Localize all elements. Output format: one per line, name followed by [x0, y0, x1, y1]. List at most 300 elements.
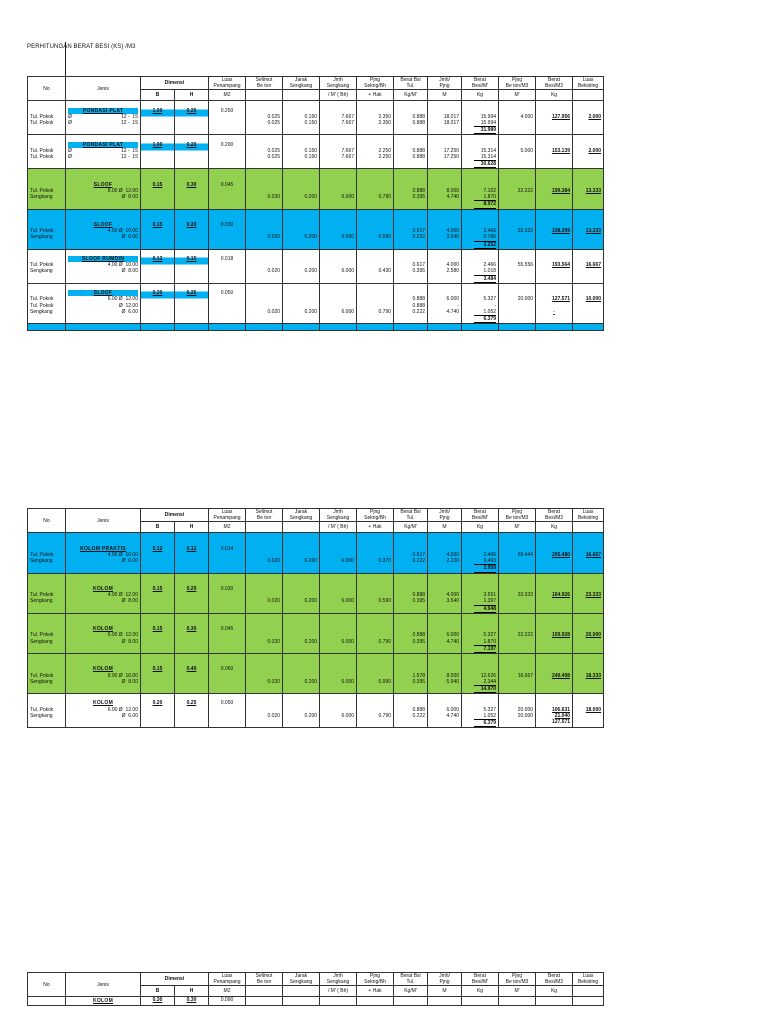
rebar-spec: 4.00 Ø 10.00: [107, 228, 138, 235]
jenis-cell: [66, 283, 141, 323]
header-jmh-line: Jmh: [333, 509, 343, 515]
header-pjng-beton-line: Pjng: [512, 509, 523, 515]
cell: [462, 654, 499, 694]
cell: [357, 613, 394, 653]
header-berat-m-line: Besi/M': [471, 83, 489, 90]
cell: [246, 324, 283, 331]
cell-line: Sengkang: [30, 678, 53, 685]
header-unit: [573, 986, 604, 997]
header-luas-line: Penampang: [213, 515, 241, 522]
cell-line: [430, 160, 459, 166]
section-title: SLOOF RUMDIN: [68, 256, 138, 262]
header-jmh-pjng-line: Pjng: [439, 979, 450, 986]
cell-line: [430, 564, 459, 570]
cell: [357, 249, 394, 283]
table-kolom: [27, 508, 604, 728]
header-dimensi: Dimensi: [141, 77, 209, 90]
header-unit: M: [428, 522, 462, 533]
cell: [320, 694, 357, 728]
cell: [209, 249, 246, 283]
header-unit: Kg: [462, 986, 499, 997]
cell-line: 6.000: [341, 558, 355, 565]
cell: [357, 209, 394, 249]
header-berat-m3-line: Berat: [548, 973, 560, 979]
header-pjng-beton: [499, 973, 536, 986]
header-jarak: [283, 973, 320, 986]
cell-line: [396, 645, 425, 651]
header-berat-m3-line: Besi/M3: [544, 515, 564, 522]
cell-line: [322, 685, 354, 691]
cell-line: [248, 564, 280, 570]
cell-line: [248, 645, 280, 651]
cell-line: [30, 275, 63, 281]
cell: [499, 573, 536, 613]
cell: [428, 694, 462, 728]
cell-line: [30, 315, 63, 321]
cell-line: 0.060: [220, 666, 234, 673]
cell: [320, 135, 357, 169]
header-dimensi: Dimensi: [141, 973, 209, 986]
cell-line: 7.667: [341, 113, 355, 120]
header-selimut-line: Be ton: [256, 83, 272, 90]
cell-line: 15.314: [480, 147, 497, 154]
cell: [209, 997, 246, 1005]
header-berat-besi: [394, 973, 428, 986]
cell: [462, 169, 499, 209]
cell-line: Tul. Pokok: [30, 147, 54, 154]
cell: [175, 654, 209, 694]
header-jarak: [283, 509, 320, 522]
cell-line: 193.564: [551, 262, 571, 269]
cell: [357, 101, 394, 135]
cell-line: 8.000: [446, 672, 460, 679]
cell-line: 2.466: [483, 228, 497, 235]
rebar-spec: Ø 6.00: [121, 308, 138, 315]
cell-line: [322, 126, 354, 132]
rebar-spec: Ø 12 - 15: [68, 147, 138, 154]
cell-line: 0.045: [220, 181, 234, 188]
cell-line: 0.888: [412, 296, 426, 303]
cell: [28, 169, 66, 209]
cell: [394, 654, 428, 694]
cell-line: 6.000: [341, 234, 355, 241]
header-h: H: [175, 986, 209, 997]
cell-line: 0.888: [412, 154, 426, 161]
cell-line: 5.327: [483, 296, 497, 303]
cell-line: 18.017: [443, 113, 460, 120]
cell-line: 0.150: [304, 154, 318, 161]
cell-line: 153.139: [551, 147, 571, 154]
cell-line: Tul. Pokok: [30, 302, 54, 309]
cell: [499, 613, 536, 653]
cell-line: 0.200: [304, 638, 318, 645]
cell-line: 0.020: [267, 598, 281, 605]
cell: [141, 654, 175, 694]
cell-line: [30, 200, 63, 206]
cell-line: 0.020: [267, 712, 281, 719]
cell: [283, 613, 320, 653]
header-unit: [283, 986, 320, 997]
rebar-spec: Ø 12 - 15: [68, 113, 138, 120]
cell-line: [30, 126, 63, 132]
rebar-spec: 6.00 Ø 12.00: [107, 632, 138, 639]
cell: [141, 573, 175, 613]
cell: [428, 209, 462, 249]
rebar-spec: Ø 12 - 15: [68, 120, 138, 127]
cell: [462, 249, 499, 283]
cell-line: 249.498: [551, 672, 571, 679]
cell-line: Tul. Pokok: [30, 706, 54, 713]
cell-line: 0.045: [220, 626, 234, 633]
cell: [357, 997, 394, 1005]
cell-line: [30, 605, 63, 611]
header-berat-besi: [394, 509, 428, 522]
header-jmh: [320, 77, 357, 90]
cell: [246, 573, 283, 613]
cell-line: [248, 685, 280, 691]
cell-line: 205.480: [551, 552, 571, 559]
cell: [175, 101, 209, 135]
cell-line: [359, 605, 391, 611]
cell: [320, 209, 357, 249]
header-jmh-line: Sengkang: [326, 979, 350, 986]
cell: [175, 694, 209, 728]
cell-line: 0.222: [412, 712, 426, 719]
cell: [499, 654, 536, 694]
header-berat-m: [462, 973, 499, 986]
cell-line: [359, 241, 391, 247]
cell-line: 0.888: [412, 113, 426, 120]
cell-line: 0.786: [483, 234, 497, 241]
header-unit: M': [499, 986, 536, 997]
cell-line: 2.350: [378, 113, 392, 120]
cell-line: [396, 241, 425, 247]
jenis-cell: [66, 135, 141, 169]
table-balok-sloof: [27, 76, 604, 331]
cell-line: 0.30: [186, 181, 197, 188]
cell-line: Tul. Pokok: [30, 552, 54, 559]
header-berat-besi-line: Berat Bsi: [400, 973, 421, 979]
cell-line: [248, 605, 280, 611]
cell-line: 1.00: [152, 141, 163, 148]
cell: [141, 324, 175, 331]
page-title: PERHITUNGAN BERAT BESI (KS) /M3: [27, 44, 136, 50]
header-jmh-line: Sengkang: [326, 83, 350, 90]
header-unit: M2: [209, 522, 246, 533]
cell-line: 13.333: [585, 228, 602, 235]
cell-line: 199.384: [551, 188, 571, 195]
cell-line: 12.626: [480, 672, 497, 679]
section-title: KOLOM PRAKTIS: [80, 545, 126, 552]
cell: [573, 613, 604, 653]
section-row: [28, 533, 604, 573]
header-pjng: [357, 973, 394, 986]
cell: [573, 135, 604, 169]
header-jarak: [283, 77, 320, 90]
cell-line: 1.870: [483, 638, 497, 645]
cell: [357, 169, 394, 209]
cell-line: 0.020: [267, 678, 281, 685]
cell-line: 10.000: [585, 296, 602, 303]
cell-line: [430, 645, 459, 651]
header-b: B: [141, 522, 175, 533]
cell-line: 0.30: [186, 997, 197, 1004]
rebar-spec: 6.00 Ø 12.00: [107, 706, 138, 713]
cell-line: 0.888: [412, 302, 426, 309]
cell: [320, 249, 357, 283]
total-weight: 3.252: [464, 241, 496, 249]
cell-line: 0.40: [186, 666, 197, 673]
cell-line: 0.025: [267, 113, 281, 120]
total-weight: 14.970: [464, 685, 496, 693]
cell-line: 0.25: [186, 700, 197, 707]
header-pjng-line: Pjng: [370, 77, 381, 83]
cell: [573, 573, 604, 613]
cell: [573, 997, 604, 1005]
header-luas-line: Luas: [221, 509, 233, 515]
cell: [283, 209, 320, 249]
cell: [320, 169, 357, 209]
cell: [394, 249, 428, 283]
cell: [573, 694, 604, 728]
total-weight: 3.484: [464, 275, 496, 283]
section-row: [28, 209, 604, 249]
cell-line: 6.000: [446, 632, 460, 639]
cell-line: Tul. Pokok: [30, 262, 54, 269]
cell-line: 0.200: [304, 234, 318, 241]
cell: [141, 997, 175, 1005]
cell: [394, 209, 428, 249]
cell-line: Tul. Pokok: [30, 188, 54, 195]
cell-line: Sengkang: [30, 308, 53, 315]
header-luas-bekisting-line: Luas: [582, 509, 594, 515]
rebar-spec: Ø 8.00: [121, 598, 138, 605]
cell-line: [430, 685, 459, 691]
header-selimut-line: Selimut: [255, 509, 273, 515]
cell-line: 1.052: [483, 308, 497, 315]
cell: [462, 135, 499, 169]
cell: [536, 533, 573, 573]
cell: [499, 694, 536, 728]
cell-line: 0.590: [378, 234, 392, 241]
cell-line: 4.000: [446, 592, 460, 599]
cell-line: 0.200: [304, 712, 318, 719]
jenis-cell: [66, 997, 141, 1005]
header-pjng: [357, 509, 394, 522]
cell-line: Sengkang: [30, 598, 53, 605]
header-berat-m3-line: Berat: [548, 509, 560, 515]
cell-line: 0.888: [412, 592, 426, 599]
cell-line: [322, 160, 354, 166]
cell-line: 6.000: [341, 194, 355, 201]
header-luas: [209, 77, 246, 90]
cell-line: 2.466: [483, 552, 497, 559]
header-berat-m-line: Berat: [474, 973, 486, 979]
cell-line: [359, 126, 391, 132]
cell: [499, 249, 536, 283]
cell: [499, 283, 536, 323]
cell: [28, 249, 66, 283]
cell-line: [396, 126, 425, 132]
header-berat-m-line: Berat: [474, 77, 486, 83]
header-unit: M': [499, 90, 536, 101]
header-luas-line: Luas: [221, 77, 233, 83]
section-title: SLOOF: [93, 181, 113, 188]
cell: [246, 533, 283, 573]
cell: [462, 101, 499, 135]
cell: [283, 135, 320, 169]
header-unit: [573, 522, 604, 533]
cell: [536, 997, 573, 1005]
jenis-cell: [66, 249, 141, 283]
cell: [428, 573, 462, 613]
cell: [462, 613, 499, 653]
cell-line: Sengkang: [30, 234, 53, 241]
cell: [573, 654, 604, 694]
cell-line: [285, 605, 317, 611]
cell: [209, 169, 246, 209]
cell-line: [430, 200, 459, 206]
header-pjng-line: Sekng/Bh: [364, 979, 386, 986]
cell-line: [430, 719, 459, 725]
cell-line: 4.000: [446, 552, 460, 559]
cell: [283, 533, 320, 573]
header-jarak-line: Sengkang: [289, 83, 313, 90]
cell-line: 16.667: [585, 552, 602, 559]
rebar-spec: 4.00 Ø 10.00: [107, 262, 138, 269]
header-berat-m-line: Besi/M': [471, 979, 489, 986]
cell: [141, 169, 175, 209]
cell-line: 0.395: [412, 638, 426, 645]
cell-line: 3.551: [483, 592, 497, 599]
cell: [28, 324, 66, 331]
cell-line: [248, 241, 280, 247]
header-unit: Kg: [536, 90, 573, 101]
cell-line: 2.000: [588, 147, 602, 154]
cell-line: [30, 719, 63, 725]
header-luas: [209, 973, 246, 986]
header-berat-m3: [536, 77, 573, 90]
cell-line: [322, 200, 354, 206]
cell-line: [285, 275, 317, 281]
cell-line: 127.571: [551, 296, 571, 303]
cell: [141, 694, 175, 728]
cell: [141, 283, 175, 323]
header-unit: / M' ( Bh): [320, 90, 357, 101]
cell-line: [322, 241, 354, 247]
cell: [28, 209, 66, 249]
rebar-spec: Ø 6.00: [121, 234, 138, 241]
cell: [175, 135, 209, 169]
cell: [573, 101, 604, 135]
cell-line: 6.000: [341, 712, 355, 719]
cell: [320, 533, 357, 573]
header-h: H: [175, 90, 209, 101]
cell-line: 4.740: [446, 712, 460, 719]
cell: [175, 997, 209, 1005]
header-pjng-line: Sekng/Bh: [364, 515, 386, 522]
header-luas-bekisting-line: Bekisting: [577, 515, 599, 522]
cell-line: 0.025: [267, 154, 281, 161]
cell-line: [396, 275, 425, 281]
cell-line: 0.020: [267, 234, 281, 241]
cell-line: 0.20: [152, 290, 163, 297]
cell-line: [396, 685, 425, 691]
cell: [357, 324, 394, 331]
header-unit: / M' ( Bh): [320, 522, 357, 533]
cell: [141, 613, 175, 653]
cell: [175, 533, 209, 573]
cell-line: Sengkang: [30, 558, 53, 565]
header-luas-line: Luas: [221, 973, 233, 979]
cell: [357, 135, 394, 169]
cell-line: Tul. Pokok: [30, 120, 54, 127]
cell: [283, 654, 320, 694]
cell-line: 0.20: [152, 700, 163, 707]
jenis-cell: [66, 533, 141, 573]
total-weight: 2.959: [464, 564, 496, 572]
cell-line: 2.000: [588, 113, 602, 120]
cell-line: [359, 564, 391, 570]
cell: [209, 573, 246, 613]
rebar-spec: Ø 12.00: [118, 302, 138, 309]
total-weight: 4.948: [464, 605, 496, 613]
cell-line: 4.000: [446, 228, 460, 235]
header-no: No: [28, 77, 66, 101]
cell-line: 2.466: [483, 262, 497, 269]
cell: [536, 613, 573, 653]
cell: [462, 997, 499, 1005]
cell-line: [285, 645, 317, 651]
cell: [283, 283, 320, 323]
cell-line: [430, 605, 459, 611]
cell: [499, 533, 536, 573]
section-row: [28, 573, 604, 613]
cell: [246, 135, 283, 169]
header-unit: Kg/M': [394, 986, 428, 997]
total-weight: 8.972: [464, 200, 496, 208]
cell-line: 0.395: [412, 678, 426, 685]
cell-line: 0.020: [267, 638, 281, 645]
cell-line: 6.000: [446, 706, 460, 713]
cell: [394, 101, 428, 135]
header-selimut: [246, 973, 283, 986]
cell-line: [248, 275, 280, 281]
cell: [536, 324, 573, 331]
cell: [246, 101, 283, 135]
jenis-cell: [66, 169, 141, 209]
cell: [209, 324, 246, 331]
cell: [283, 997, 320, 1005]
cell: [394, 324, 428, 331]
table-kolom-2: [27, 972, 604, 1006]
header-berat-m: [462, 77, 499, 90]
cell: [175, 283, 209, 323]
section-row: [28, 283, 604, 323]
header-luas-bekisting-line: Luas: [582, 77, 594, 83]
cell: [428, 324, 462, 331]
section-title: KOLOM: [92, 998, 114, 1005]
header-unit: [283, 522, 320, 533]
cell: [357, 533, 394, 573]
cell: [246, 249, 283, 283]
cell-line: -: [494, 302, 497, 309]
cell-line: 0.370: [378, 558, 392, 565]
cell-line: Sengkang: [30, 268, 53, 275]
cell-line: 0.20: [186, 107, 197, 114]
cell: [28, 654, 66, 694]
header-berat-m3-line: Besi/M3: [544, 83, 564, 90]
